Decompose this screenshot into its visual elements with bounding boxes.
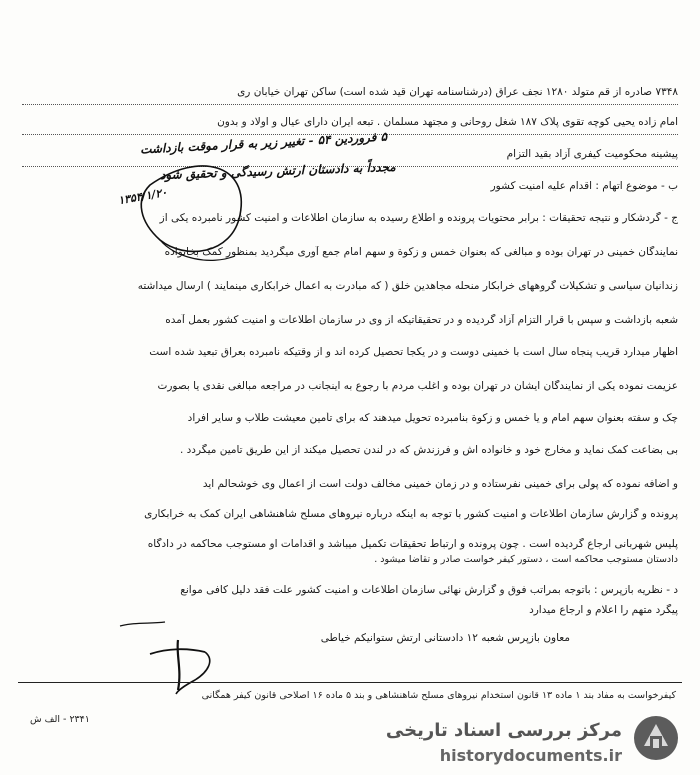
handwritten-date: ۱۳۵۴/۱/۲۰ <box>117 185 169 208</box>
document-signer-line: معاون بازپرس شعبه ۱۲ دادستانی ارتش ستوانیکم خیاطی <box>320 632 570 644</box>
document-line-8: شعبه بازداشت و سپس با قرار التزام آزاد گردیده و در تحقیقاتیکه از وی در سازمان اطلاعات و امنیت کشور بعمل آمده <box>165 314 678 326</box>
watermark-url: historydocuments.ir <box>439 746 622 765</box>
document-line-14: پرونده و گزارش سازمان اطلاعات و امنیت کشور با توجه به اینکه درباره نیروهای مسلح شاهنشاهی ایران کمک به خرابکاری <box>144 508 678 520</box>
document-line-13: و اضافه نموده که پولی برای خمینی نفرستاده و در زمان خمینی مخالف دولت است از اعمال وی خوشحالم اید <box>202 478 678 490</box>
watermark-title: مرکز بررسی اسناد تاریخی <box>385 720 622 741</box>
document-line-15: پلیس شهربانی ارجاع گردیده است . چون پرونده و ارتباط تحقیقات تکمیل میباشد و اقدامات او مستوجب محاکمه در دادگاه <box>147 538 678 550</box>
document-line-12: بی بضاعت کمک نماید و مخارج خود و خانواده اش و فرزندش که در لندن تحصیل میکند از این طریق تامین میگردد . <box>179 444 678 456</box>
document-line-16: دادستان مستوجب محاکمه است ، دستور کیفر خواست صادر و تقاضا میشود . <box>374 554 678 565</box>
footnote-text: کیفرخواست به مفاد بند ۱ ماده ۱۳ قانون استخدام نیروهای مسلح شاهنشاهی و بند ۵ ماده ۱۶ اصلاحی قانون کیفر همگانی <box>201 690 676 701</box>
handwritten-note-1: ۵ فروردین ۵۴ - تغییر زیر به قرار موقت بازداشت <box>139 129 388 157</box>
document-line-9: اظهار میدارد قریب پنجاه سال است با خمینی دوست و در یکجا تحصیل کرده اند و از وقتیکه نامبرده بعراق تبعید شده است <box>149 346 678 358</box>
document-line-1: ۷۳۴۸ صادره از قم متولد ۱۲۸۰ نجف عراق (درشناسنامه تهران قید شده است) ساکن تهران خیابان ری <box>237 86 678 98</box>
document-line-4: ب - موضوع اتهام : اقدام علیه امنیت کشور <box>490 180 678 192</box>
document-line-7: زندانیان سیاسی و تشکیلات گروههای خرابکار منحله مجاهدین خلق ( که مبادرت به اعمال خرابکاری مینمایند ) ارسال میداشته <box>137 280 678 292</box>
footnote-reference: ۲۳۴۱ - الف ش <box>30 714 90 725</box>
document-line-6: نمایندگان خمینی در تهران بوده و مبالغی که بعنوان خمس و زکوة و سهم امام جمع آوری میگردید بمنظور کمک بخانواده <box>164 246 678 258</box>
archive-logo-icon <box>632 714 680 762</box>
document-line-10: عزیمت نموده یکی از نمایندگان ایشان در تهران بوده و اغلب مردم با رجوع به اینجانب در مراجعه مبالغی نقدی یا بصورت <box>157 380 678 392</box>
document-line-17: د - نظریه بازپرس : باتوجه بمراتب فوق و گزارش نهائی سازمان اطلاعات و امنیت کشور علت فقد دلیل کافی موانع <box>180 584 678 596</box>
document-line-11: چک و سفته بعنوان سهم امام و یا خمس و زکوة بنامبرده تحویل میدهند که برای تأمین معیشت طلاب و سایر افراد <box>187 412 678 424</box>
document-line-2: امام زاده یحیی کوچه تقوی پلاک ۱۸۷ شغل روحانی و مجتهد مسلمان . تبعه ایران دارای عیال و اولاد و بدون <box>217 116 678 128</box>
handwritten-note-2: مجدداً به دادستان ارتش رسیدگی و تحقیق شود <box>159 159 396 183</box>
document-line-18: پیگرد متهم را اعلام و ارجاع میدارد <box>529 604 678 616</box>
document-line-3: پیشینه محکومیت کیفری آزاد بقید التزام <box>506 148 678 160</box>
document-line-5: ج - گردشکار و نتیجه تحقیقات : برابر محتویات پرونده و اطلاع رسیده به سازمان اطلاعات و امنیت کشور نامبرده یکی از <box>159 212 678 224</box>
